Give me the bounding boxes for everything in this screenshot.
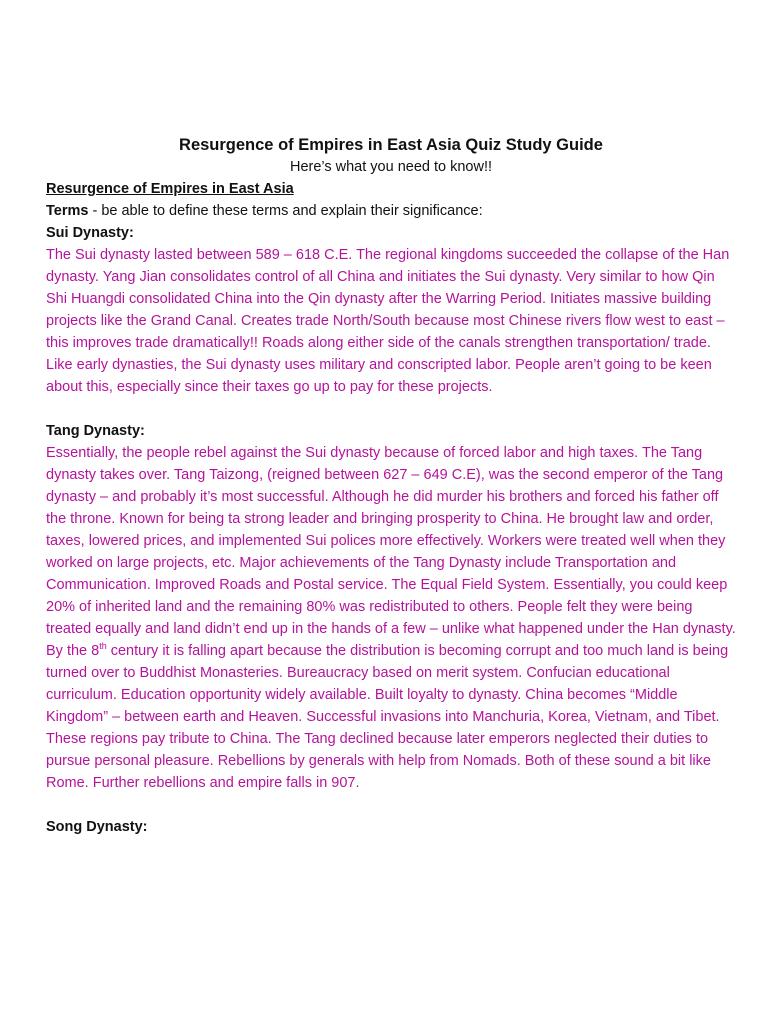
- sui-dynasty-heading: Sui Dynasty:: [46, 225, 134, 241]
- tang-dynasty-body: [46, 442, 736, 794]
- song-dynasty-heading: Song Dynasty:: [46, 819, 148, 835]
- terms-line: [46, 200, 736, 222]
- spacer: [46, 398, 736, 420]
- document-title: Resurgence of Empires in East Asia Quiz Study Guide: [179, 136, 603, 154]
- tang-body-part2: century it is falling apart because the distribution is becoming corrupt and too much land is being turned over to Buddhist Monasteries. Bureaucracy based on merit system. Confucian educational curriculum. Education opportunity widely available. Built loyalty to dynasty. China becomes “Middle Kingdom” – between earth and Heaven. Successful invasions into Manchuria, Korea, Vietnam, and Tibet. These regions pay tribute to China. The Tang declined because later emperors neglected their duties to pursue personal pleasure. Rebellions by generals with help from Nomads. Both of these sound a bit like Rome. Further rebellions and empire falls in 907.: [46, 643, 729, 791]
- sui-dynasty-body: The Sui dynasty lasted between 589 – 618 C.E. The regional kingdoms succeeded the collapse of the Han dynasty. Yang Jian consolidates control of all China and initiates the Sui dynasty. Very similar to how Qin Shi Huangdi consolidated China into the Qin dynasty after the Warring Period. Initiates massive building projects like the Grand Canal. Creates trade North/South because most Chinese rivers flow west to east – this improves trade dramatically!! Roads along either side of the canals strengthen transportation/ trade. Like early dynasties, the Sui dynasty uses military and conscripted labor. People aren’t going to be keen about this, especially since their taxes go up to pay for these projects.: [46, 247, 730, 395]
- tang-body-part1: Essentially, the people rebel against the Sui dynasty because of forced labor and high taxes. The Tang dynasty takes over. Tang Taizong, (reigned between 627 – 649 C.E), was the second emperor of the Tang dynasty – and probably it’s most successful. Although he did murder his brothers and forced his father off the throne. Known for being ta strong leader and bringing prosperity to China. He brought law and order, taxes, lowered prices, and implemented Sui polices more effectively. Workers were treated well when they worked on large projects, etc. Major achievements of the Tang Dynasty include Transportation and Communication. Improved Roads and Postal service. The Equal Field System. Essentially, you could keep 20% of inherited land and the remaining 80% was redistributed to others. People felt they were being treated equally and land didn’t end up in the hands of a few – unlike what happened under the Han dynasty. By the 8: [46, 445, 736, 659]
- section-heading: Resurgence of Empires in East Asia: [46, 181, 294, 197]
- terms-instructions: - be able to define these terms and explain their significance:: [88, 203, 483, 219]
- terms-label: Terms: [46, 203, 89, 219]
- document-content: [46, 134, 736, 838]
- ordinal-suffix: th: [99, 641, 107, 652]
- document-subtitle: Here’s what you need to know!!: [289, 159, 493, 175]
- spacer: [46, 794, 736, 816]
- tang-dynasty-heading: Tang Dynasty:: [46, 423, 145, 439]
